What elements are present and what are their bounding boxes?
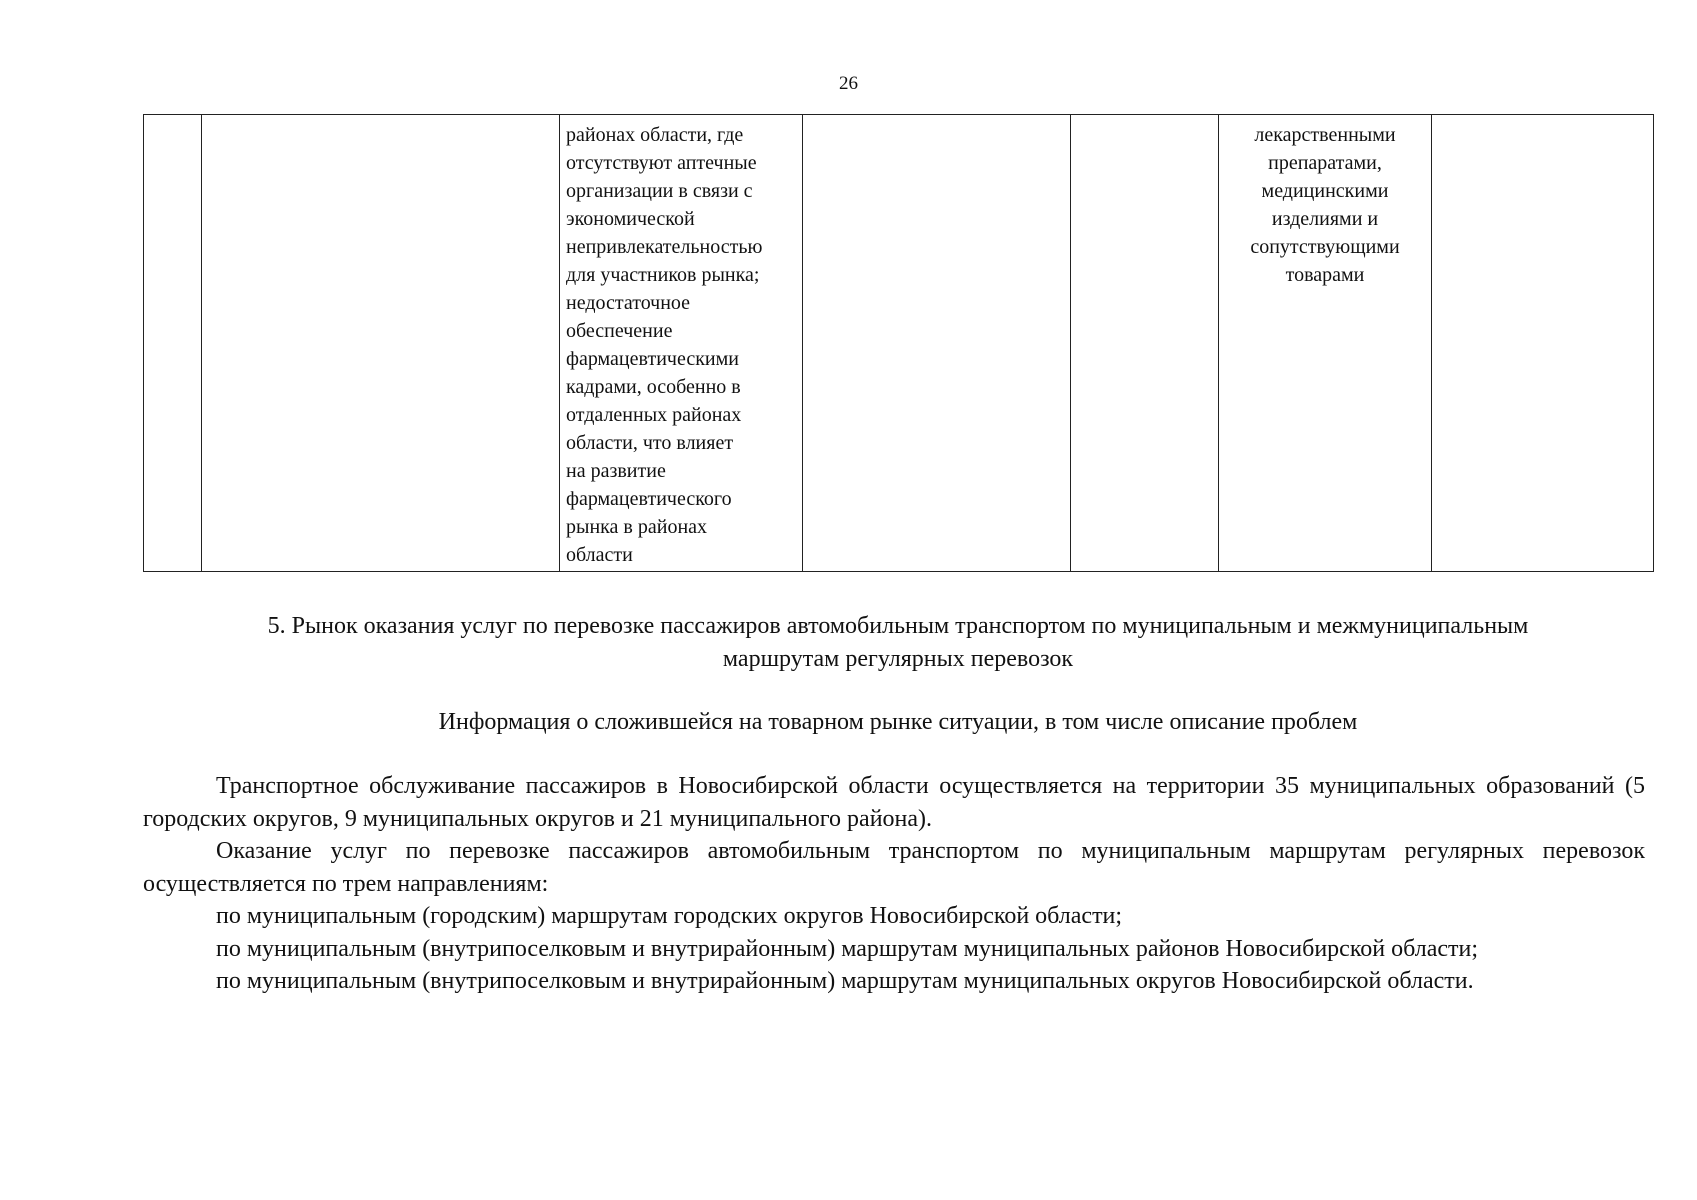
- continuation-table: [143, 114, 1654, 572]
- body-text: [143, 770, 1645, 998]
- subheading: Информация о сложившейся на товарном рынке ситуации, в том числе описание проблем: [438, 709, 1358, 735]
- table-cell-goods: лекарственными препаратами, медицинскими изделиями и сопутствующими товарами: [1219, 115, 1432, 572]
- page-number: 26: [839, 73, 858, 94]
- table-row: [144, 115, 1654, 572]
- paragraph: по муниципальным (внутрипоселковым и внутрирайонным) маршрутам муниципальных округов Новосибирской области.: [216, 968, 1474, 994]
- table-cell-empty: [1432, 115, 1654, 572]
- paragraph: по муниципальным (городским) маршрутам городских округов Новосибирской области;: [216, 903, 1123, 929]
- table-cell-empty: [803, 115, 1071, 572]
- table-cell-number: [144, 115, 202, 572]
- paragraph: Транспортное обслуживание пассажиров в Новосибирской области осуществляется на территории 35 муниципальных образований (5 городских округов, 9 муниципальных округов и 21 муниципального района).: [143, 773, 1645, 832]
- table-cell-name: [202, 115, 560, 572]
- table-cell-empty: [1071, 115, 1219, 572]
- paragraph: по муниципальным (внутрипоселковым и внутрирайонным) маршрутам муниципальных районов Новосибирской области;: [216, 935, 1478, 962]
- section-heading: 5. Рынок оказания услуг по перевозке пассажиров автомобильным транспортом по муниципальным и межмуниципальным маршрутам регулярных перевозок: [267, 613, 1529, 672]
- paragraph: Оказание услуг по перевозке пассажиров автомобильным транспортом по муниципальным маршрутам регулярных перевозок осуществляется по трем направлениям:: [143, 838, 1645, 897]
- table-cell-problems: районах области, где отсутствуют аптечные организации в связи с экономической непривлекательностью для участников рынка; недостаточное обеспечение фармацевтическими кадрами, особенно в отдаленных районах области, что влияет на развитие фармацевтического рынка в районах области: [560, 115, 803, 572]
